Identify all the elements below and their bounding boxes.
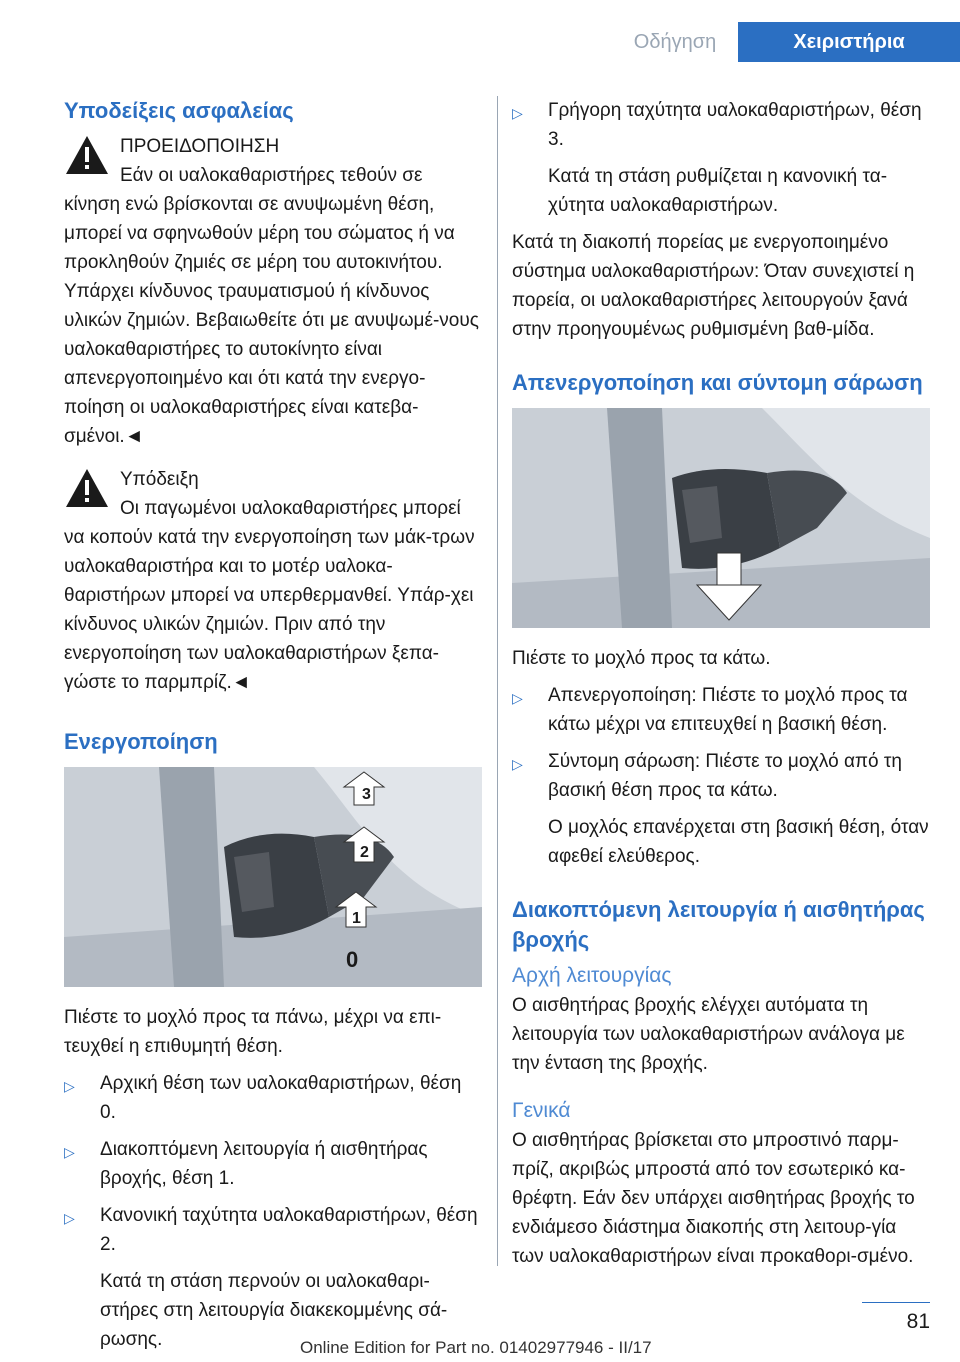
wiper-lever-down-figure [512, 408, 930, 628]
heading-activation: Ενεργοποίηση [64, 729, 218, 754]
list-item: ▷ Απενεργοποίηση: Πιέστε το μοχλό προς τα κάτω μέχρι να επιτευχθεί η βασική θέση. [512, 681, 930, 739]
left-column [64, 96, 482, 1362]
list-item-note: Ο μοχλός επανέρχεται στη βασική θέση, όταν αφεθεί ελεύθερος. [548, 817, 929, 867]
note-heading: Υπόδειξη [120, 469, 199, 490]
position-label-1: 1 [352, 910, 361, 927]
list-item: ▷ Αρχική θέση των υαλοκαθαριστήρων, θέση 0. [64, 1069, 482, 1127]
warning-heading: ΠΡΟΕΙΔΟΠΟΙΗΣΗ [120, 136, 280, 157]
position-label-2: 2 [360, 844, 369, 861]
list-item: ▷ Γρήγορη ταχύτητα υαλοκαθαριστήρων, θέση 3. [512, 96, 930, 154]
list-item-note: Κατά τη στάση ρυθμίζεται η κανονική τα-χύτητα υαλοκαθαριστήρων. [548, 166, 888, 216]
warning-text: Εάν οι υαλοκαθαριστήρες τεθούν σε κίνηση ενώ βρίσκονται σε ανυψωμένη θέση, μπορεί να σφηνωθούν μέρη του σώματος ή να προκληθούν ζημιές σε μέρη του αυτοκινήτου. Υπάρχει κίνδυνος τραυματισμού ή κίνδυνος υλικών ζημιών. Βεβαιωθείτε ότι με ανυψωμέ-νους υαλοκαθαριστήρες το αυτοκίνητο είναι απενεργοποιημένο και ότι κατά την ενεργο-ποίηση οι υαλοκαθαριστήρες είναι κατεβα-σμένοι.◄ [64, 165, 479, 447]
position-label-3: 3 [362, 786, 371, 803]
header-bar [0, 0, 960, 62]
right-column [512, 96, 930, 1279]
warning-block-1 [64, 132, 482, 451]
position-label-0: 0 [346, 947, 359, 972]
page-number: 81 [906, 1310, 930, 1333]
warning-triangle-icon [64, 134, 110, 176]
instruction-up: Πιέστε το μοχλό προς τα πάνω, μέχρι να επι-τευχθεί η επιθυμητή θέση. [64, 1007, 442, 1057]
heading-deactivation: Απενεργοποίηση και σύντομη σάρωση [512, 370, 923, 395]
paragraph-principle: Ο αισθητήρας βροχής ελέγχει αυτόματα τη λειτουργία των υαλοκαθαριστήρων ανάλογα με την ένταση της βροχής. [512, 995, 905, 1074]
bullet-triangle-icon: ▷ [512, 105, 523, 121]
subheading-general: Γενικά [512, 1099, 571, 1122]
warning-triangle-icon [64, 467, 110, 509]
heading-safety: Υποδείξεις ασφαλείας [64, 98, 294, 123]
warning-block-2 [64, 465, 482, 697]
list-item: ▷ Διακοπτόμενη λειτουργία ή αισθητήρας βροχής, θέση 1. [64, 1135, 482, 1193]
bullet-triangle-icon: ▷ [64, 1210, 75, 1226]
tab-controls[interactable]: Χειριστήρια [738, 22, 960, 62]
bullet-triangle-icon: ▷ [64, 1078, 75, 1094]
paragraph-interrupt: Κατά τη διακοπή πορείας με ενεργοποιημένο σύστημα υαλοκαθαριστήρων: Όταν συνεχιστεί η πορεία, οι υαλοκαθαριστήρες λειτουργούν ξανά στην προηγουμένως ρυθμισμένη βαθ-μίδα. [512, 232, 915, 340]
list-item: ▷ Κανονική ταχύτητα υαλοκαθαριστήρων, θέση 2. [64, 1201, 482, 1259]
subheading-principle: Αρχή λειτουργίας [512, 964, 672, 987]
bullet-triangle-icon: ▷ [64, 1144, 75, 1160]
wiper-lever-up-figure [64, 767, 482, 987]
list-item-note: Κατά τη στάση περνούν οι υαλοκαθαρι-στήρες στη λειτουργία διακεκομμένης σά-ρωσης. [100, 1271, 448, 1350]
edition-footer: Online Edition for Part no. 01402977946 - II/17 [300, 1338, 652, 1357]
footer-rule [862, 1302, 930, 1303]
tab-driving[interactable]: Οδήγηση [633, 31, 717, 53]
heading-rain-sensor: Διακοπτόμενη λειτουργία ή αισθητήρας βροχής [512, 897, 925, 952]
bullet-triangle-icon: ▷ [512, 690, 523, 706]
paragraph-general: Ο αισθητήρας βρίσκεται στο μπροστινό παρμ-πρίζ, ακριβώς μπροστά από τον εσωτερικό κα-θρέφτη. Εάν δεν υπάρχει αισθητήρας βροχής το ενδιάμεσο διάστημα διακοπής στη λειτουρ-γία των υαλοκαθαριστήρων είναι προκαθορι-σμένο. [512, 1130, 915, 1267]
instruction-down: Πιέστε το μοχλό προς τα κάτω. [512, 648, 771, 669]
column-divider [497, 96, 498, 1266]
note-text: Οι παγωμένοι υαλοκαθαριστήρες μπορεί να κοπούν κατά την ενεργοποίηση των μάκ-τρων υαλοκαθαριστήρα και το μοτέρ υαλοκα-θαριστήρων μπορεί να υπερθερμανθεί. Υπάρ-χει κίνδυνος υλικών ζημιών. Πριν από την ενεργοποίηση των υαλοκαθαριστήρων ξεπα-γώστε το παρμπρίζ.◄ [64, 498, 475, 693]
list-item: ▷ Σύντομη σάρωση: Πιέστε το μοχλό από τη βασική θέση προς τα κάτω. [512, 747, 930, 805]
bullet-triangle-icon: ▷ [512, 756, 523, 772]
